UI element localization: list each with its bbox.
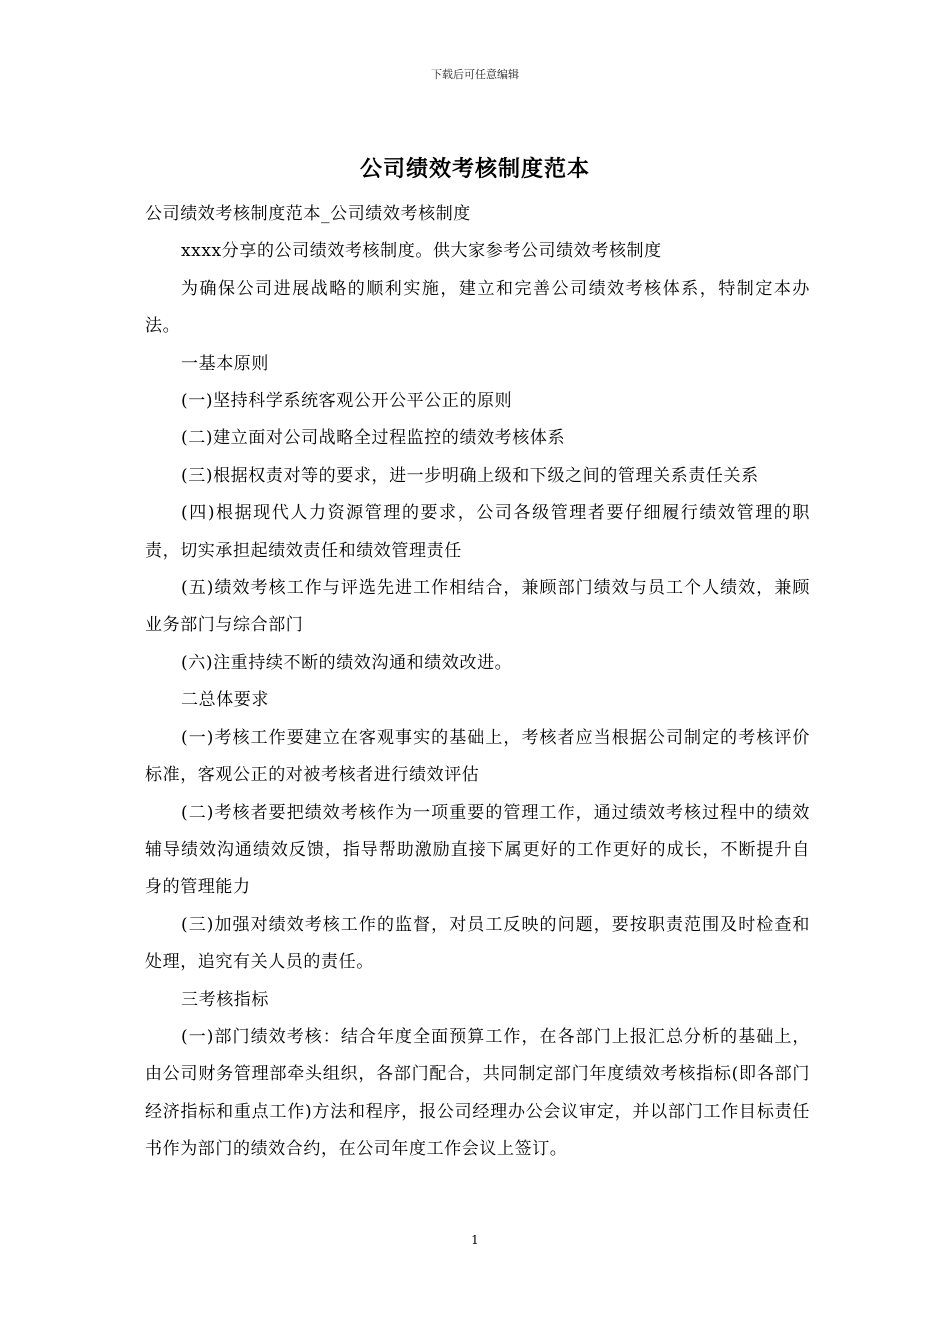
paragraph: (六)注重持续不断的绩效沟通和绩效改进。	[181, 652, 513, 673]
header-note: 下载后可任意编辑	[431, 68, 519, 81]
paragraph: xxxx分享的公司绩效考核制度。供大家参考公司绩效考核制度	[181, 241, 662, 262]
page-number: 1	[471, 1233, 479, 1247]
document-body	[145, 196, 810, 1169]
paragraph: (五)绩效考核工作与评选先进工作相结合，兼顾部门绩效与员工个人绩效，兼顾业务部门与综合部门	[145, 578, 810, 636]
paragraph: 一基本原则	[181, 353, 269, 374]
paragraph: (一)坚持科学系统客观公开公平公正的原则	[181, 391, 513, 412]
paragraph: (二)建立面对公司战略全过程监控的绩效考核体系	[181, 428, 566, 449]
paragraph: (四)根据现代人力资源管理的要求，公司各级管理者要仔细履行绩效管理的职责，切实承担起绩效责任和绩效管理责任	[145, 503, 810, 561]
paragraph: 公司绩效考核制度范本_公司绩效考核制度	[145, 204, 471, 224]
paragraph: 二总体要求	[181, 690, 269, 711]
paragraph: (三)根据权责对等的要求，进一步明确上级和下级之间的管理关系责任关系	[181, 465, 759, 486]
document-title: 公司绩效考核制度范本	[359, 156, 590, 182]
paragraph: (二)考核者要把绩效考核作为一项重要的管理工作，通过绩效考核过程中的绩效辅导绩效沟通绩效反馈，指导帮助激励直接下属更好的工作更好的成长，不断提升自身的管理能力	[145, 802, 810, 898]
paragraph: (三)加强对绩效考核工作的监督，对员工反映的问题，要按职责范围及时检查和处理，追究有关人员的责任。	[145, 914, 810, 973]
paragraph: (一)部门绩效考核：结合年度全面预算工作，在各部门上报汇总分析的基础上，由公司财务管理部牵头组织，各部门配合，共同制定部门年度绩效考核指标(即各部门经济指标和重点工作)方法和程序，报公司经理办公会议审定，并以部门工作目标责任书作为部门的绩效合约，在公司年度工作会议上签订。	[145, 1026, 810, 1160]
paragraph: 三考核指标	[181, 989, 269, 1010]
paragraph: 为确保公司进展战略的顺利实施，建立和完善公司绩效考核体系，特制定本办法。	[145, 278, 810, 337]
paragraph: (一)考核工作要建立在客观事实的基础上，考核者应当根据公司制定的考核评价标准，客观公正的对被考核者进行绩效评估	[145, 727, 810, 786]
